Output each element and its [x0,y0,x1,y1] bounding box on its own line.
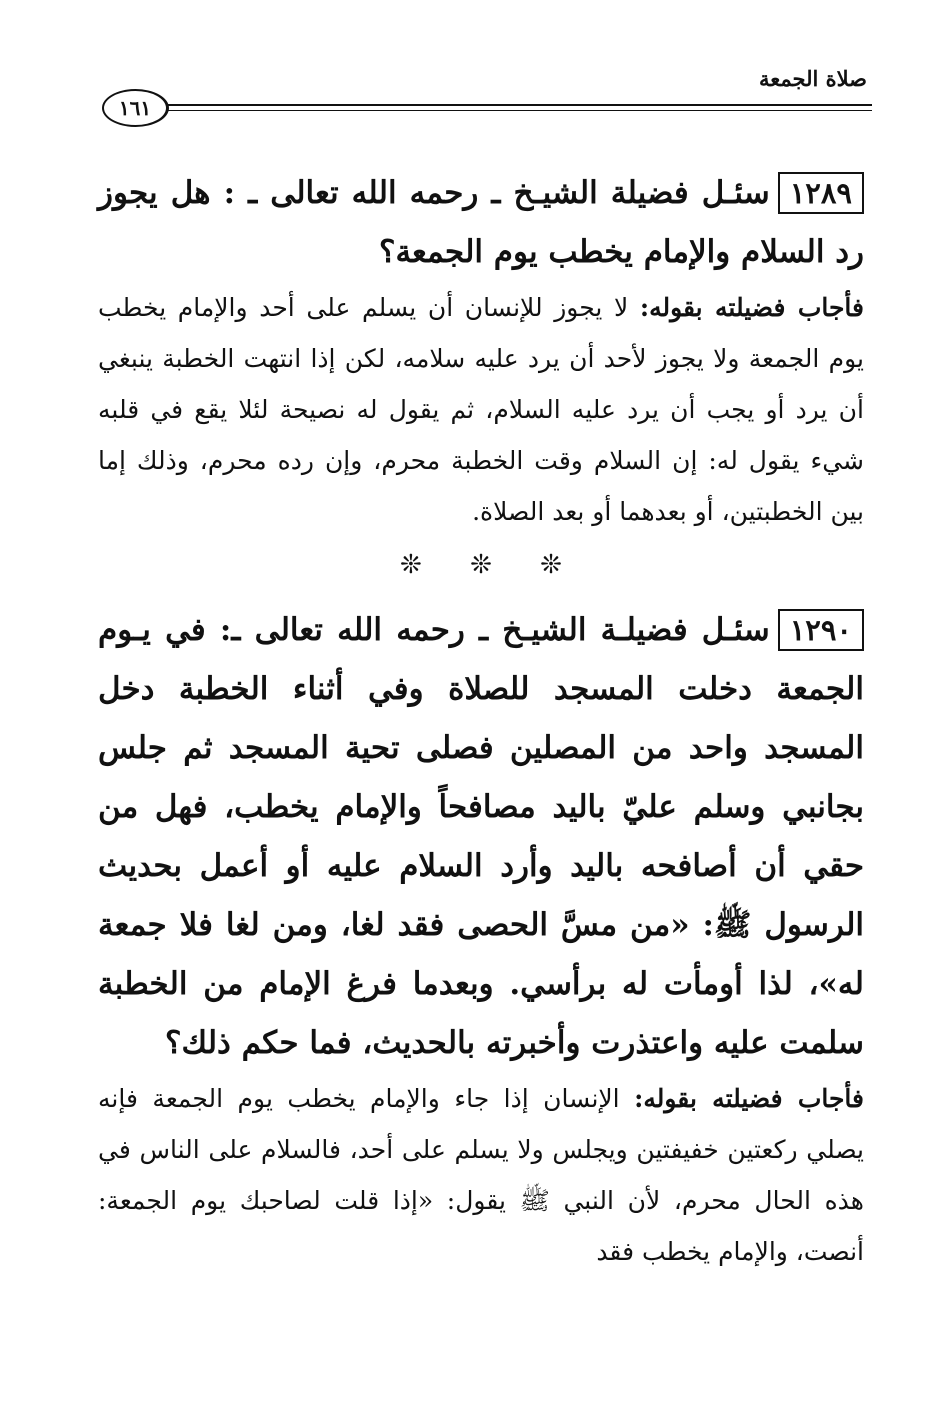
question-number-box: ١٢٩٠ [778,609,864,651]
running-header-title: صلاة الجمعة [759,66,867,91]
question-1289 [98,164,864,282]
answer-text: الإنسان إذا جاء والإمام يخطب يوم الجمعة فإنه يصلي ركعتين خفيفتين ويجلس ولا يسلم على أحد، فالسلام على الناس في هذه الحال محرم، لأن النبي ﷺ يقول: «إذا قلت لصاحبك يوم الجمعة: أنصت، والإمام يخطب فقد [98,1084,864,1266]
header-rule [150,104,872,106]
answer-text: لا يجوز للإنسان أن يسلم على أحد والإمام يخطب يوم الجمعة ولا يجوز لأحد أن يرد عليه سلامه، لكن إذا انتهت الخطبة ينبغي أن يرد أو يجب أن يرد عليه السلام، ثم يقول له نصيحة لئلا يقع في قلبه شيء يقول له: إن السلام وقت الخطبة محرم، وإن رده محرم، وذلك إما بين الخطبتين، أو بعدهما أو بعد الصلاة. [98,293,864,526]
question-number-box: ١٢٨٩ [778,172,864,214]
section-separator [98,545,864,585]
question-text: سئـل فضيلة الشيـخ ـ رحمه الله تعالى ـ : هل يجوز رد السلام والإمام يخطب يوم الجمعة؟ [98,175,864,270]
asterisk-icon: ❊ [540,550,562,580]
answer-lead: فأجاب فضيلته بقوله: [639,293,864,322]
page-number: ١٦١ [102,89,169,127]
answer-1289 [98,282,864,537]
page-content [98,164,864,1277]
answer-1290 [98,1073,864,1277]
asterisk-icon: ❊ [400,550,422,580]
question-text: سئـل فضيلـة الشيـخ ـ رحمه الله تعالى ـ: في يـوم الجمعة دخلت المسجد للصلاة وفي أثناء الخطبة دخل المسجد واحد من المصلين فصلى تحية المسجد ثم جلس بجانبي وسلم عليّ باليد مصافحاً والإمام يخطب، فهل من حقي أن أصافحه باليد وأرد السلام عليه أو أعمل بحديث الرسول ﷺ: «من مسَّ الحصى فقد لغا، ومن لغا فلا جمعة له»، لذا أومأت له برأسي. وبعدما فرغ الإمام من الخطبة سلمت عليه واعتذرت وأخبرته بالحديث، فما حكم ذلك؟ [98,612,864,1061]
header-rule-thin [150,110,872,111]
answer-lead: فأجاب فضيلته بقوله: [634,1084,865,1113]
question-1290 [98,601,864,1073]
asterisk-icon: ❊ [470,550,492,580]
